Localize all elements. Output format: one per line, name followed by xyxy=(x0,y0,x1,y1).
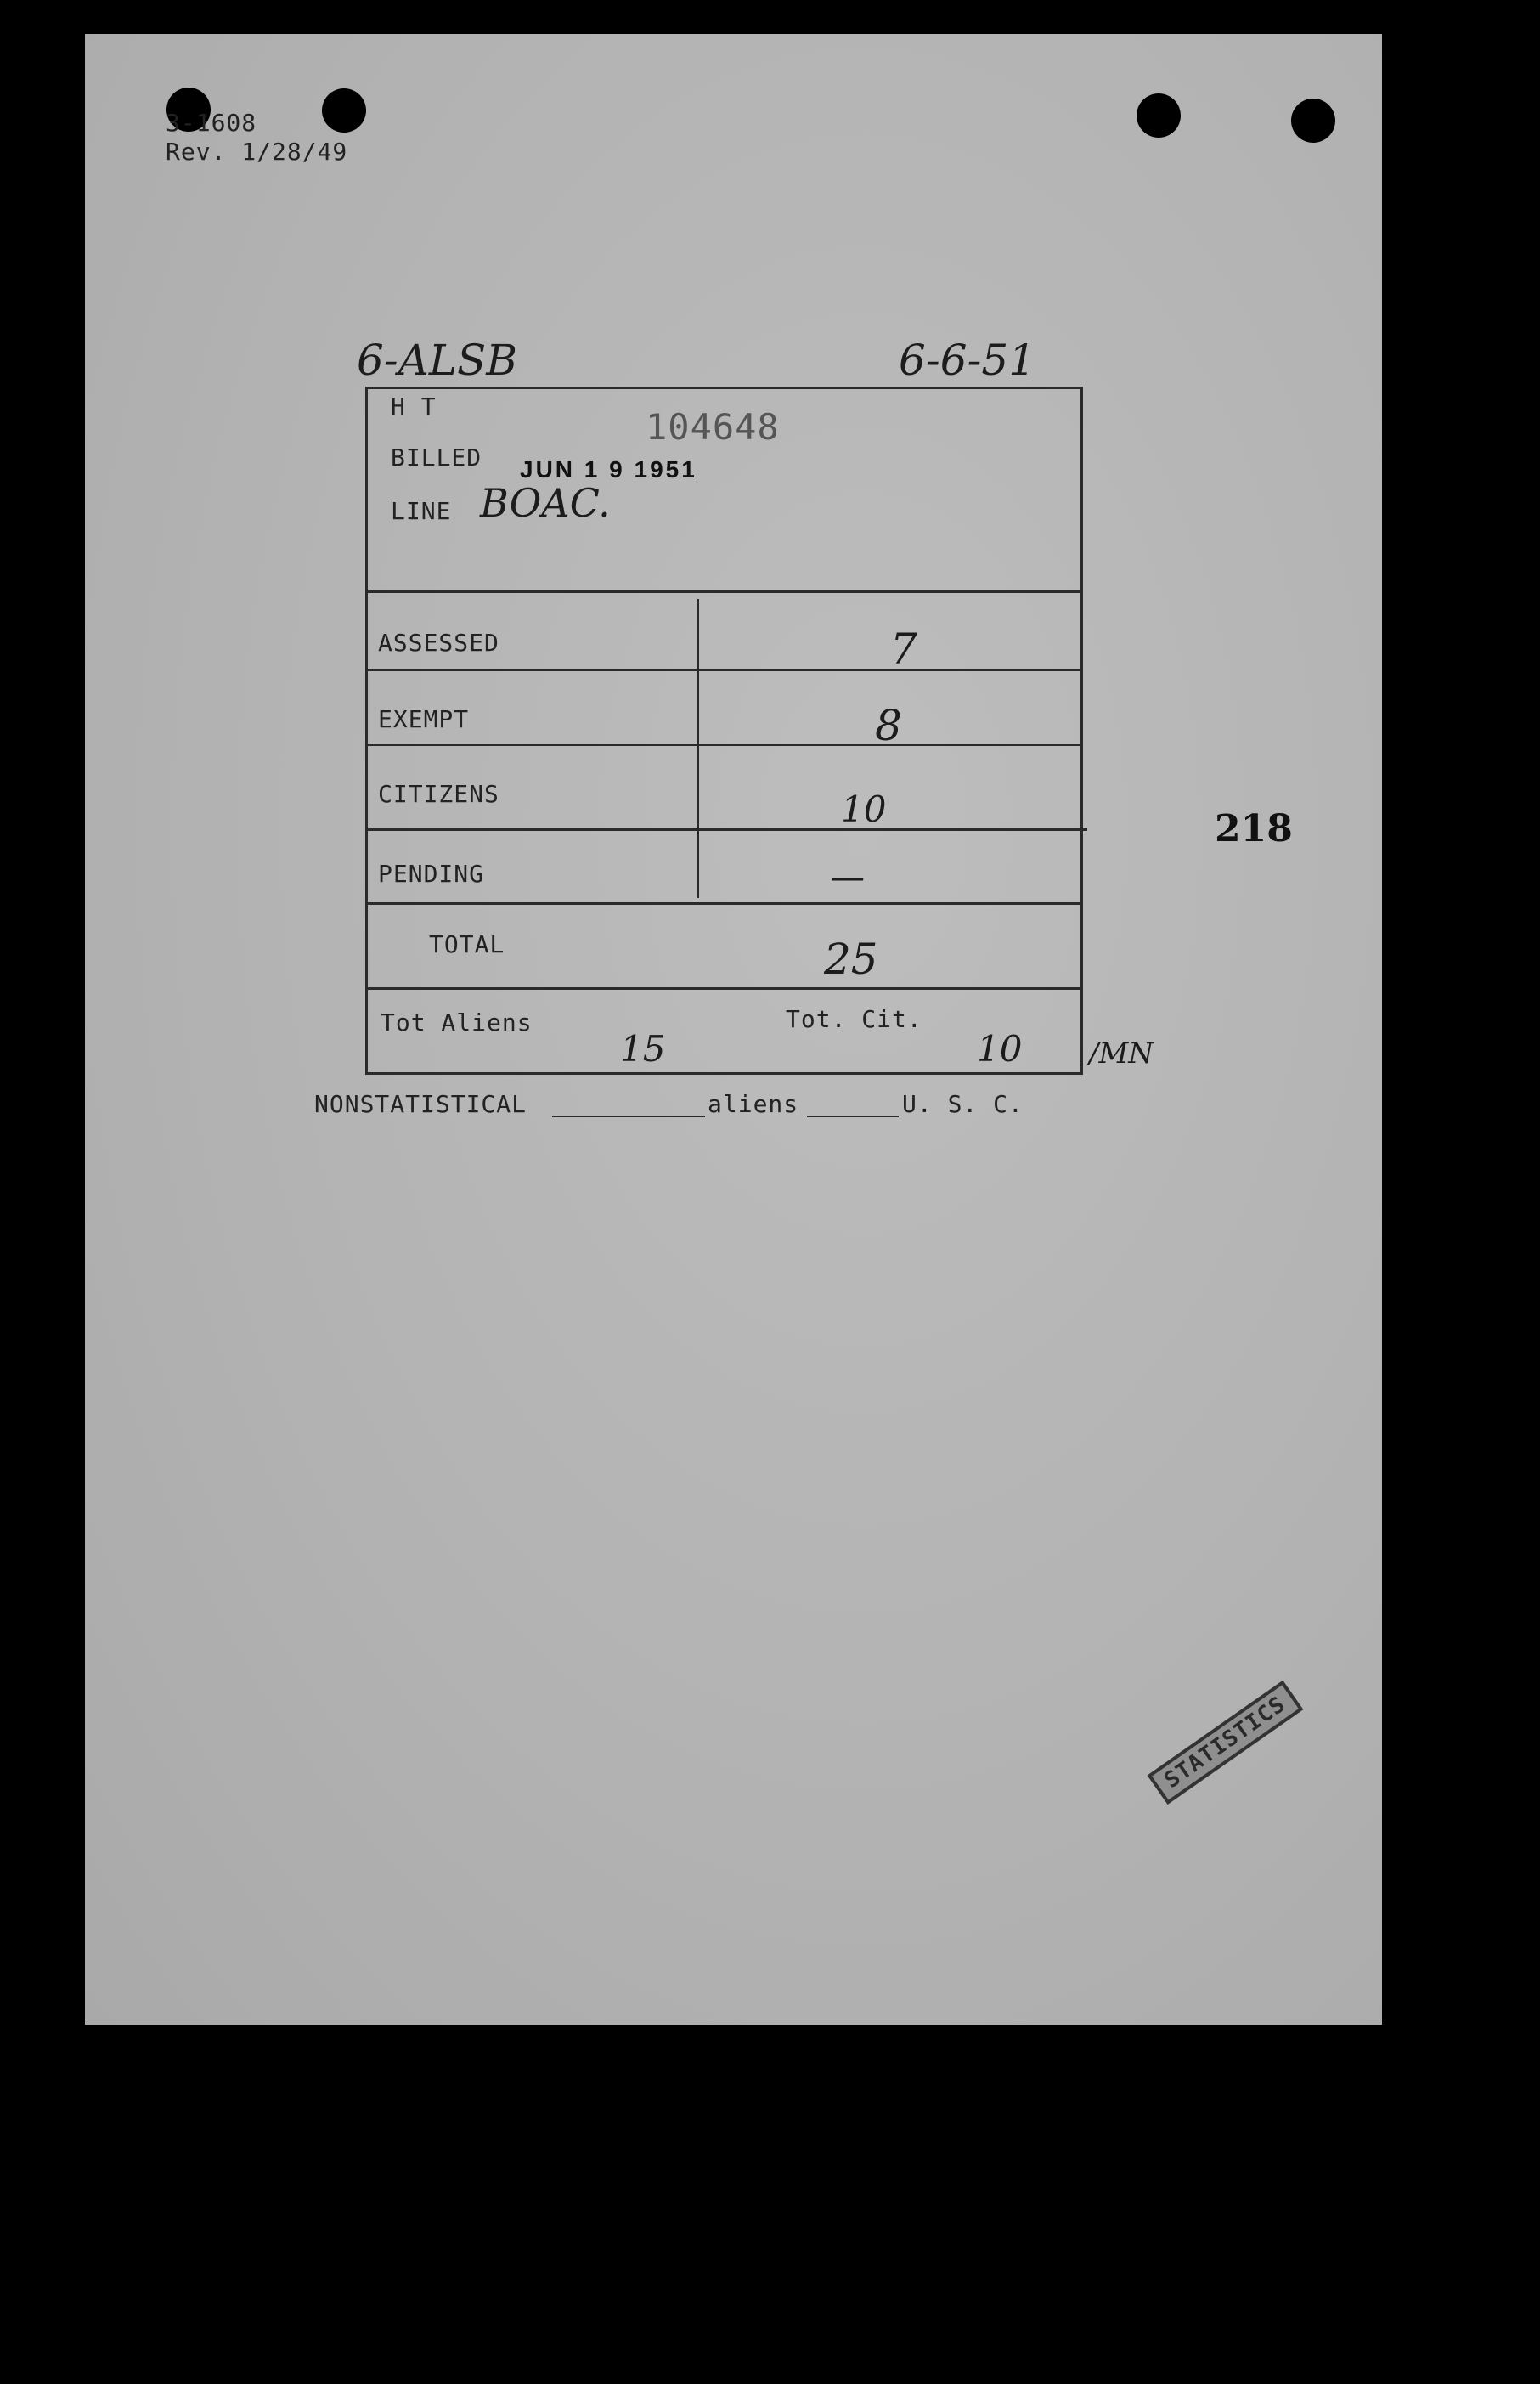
total-divider xyxy=(365,902,1083,905)
nonstat-usc-label: U. S. C. xyxy=(902,1090,1024,1118)
punch-hole xyxy=(322,88,366,133)
punch-hole xyxy=(1291,99,1335,143)
line-value: BOAC. xyxy=(480,480,611,526)
billed-label: BILLED xyxy=(391,443,482,472)
totals-divider xyxy=(365,987,1083,990)
document-page xyxy=(85,34,1382,2025)
tot-aliens-value: 15 xyxy=(620,1028,666,1070)
statistics-stamp: STATISTICS xyxy=(1148,1681,1303,1805)
tot-cit-label: Tot. Cit. xyxy=(786,1005,922,1033)
tot-aliens-label: Tot Aliens xyxy=(381,1008,533,1037)
initials: /MN xyxy=(1089,1037,1154,1071)
row-label-exempt: EXEMPT xyxy=(378,705,470,733)
row-label-pending: PENDING xyxy=(378,860,485,888)
row-divider xyxy=(365,669,1083,671)
punch-hole xyxy=(1137,93,1181,138)
row-value-citizens: 10 xyxy=(841,788,887,830)
row-label-assessed: ASSESSED xyxy=(378,629,499,657)
billed-date-stamp: JUN 1 9 1951 xyxy=(520,456,697,483)
line-label: LINE xyxy=(391,497,452,525)
form-number: 3-1608 xyxy=(166,109,257,137)
form-revision: Rev. 1/28/49 xyxy=(166,138,348,166)
usc-blank xyxy=(807,1116,899,1117)
stamp-number: 104648 xyxy=(646,406,780,448)
page-number: 218 xyxy=(1215,807,1293,850)
header-divider xyxy=(365,590,1083,593)
ht-label: H T xyxy=(391,393,437,421)
total-value: 25 xyxy=(824,935,878,984)
handwritten-date: 6-6-51 xyxy=(899,336,1036,385)
box-left-border xyxy=(365,387,368,1075)
row-value-pending: — xyxy=(831,858,865,897)
box-bottom-border xyxy=(365,1072,1083,1075)
handwritten-code: 6-ALSB xyxy=(357,336,518,385)
nonstat-label: NONSTATISTICAL xyxy=(314,1090,527,1118)
row-value-exempt: 8 xyxy=(875,701,902,750)
row-divider xyxy=(365,744,1083,746)
box-right-border xyxy=(1080,387,1083,1075)
row-divider xyxy=(365,828,1087,831)
box-top-border xyxy=(365,387,1083,389)
row-label-citizens: CITIZENS xyxy=(378,780,499,808)
nonstat-blank xyxy=(552,1116,705,1117)
total-label: TOTAL xyxy=(429,930,505,958)
row-value-assessed: 7 xyxy=(890,624,917,674)
column-divider xyxy=(697,599,699,898)
nonstat-aliens-label: aliens xyxy=(708,1090,799,1118)
tot-cit-value: 10 xyxy=(977,1028,1023,1070)
